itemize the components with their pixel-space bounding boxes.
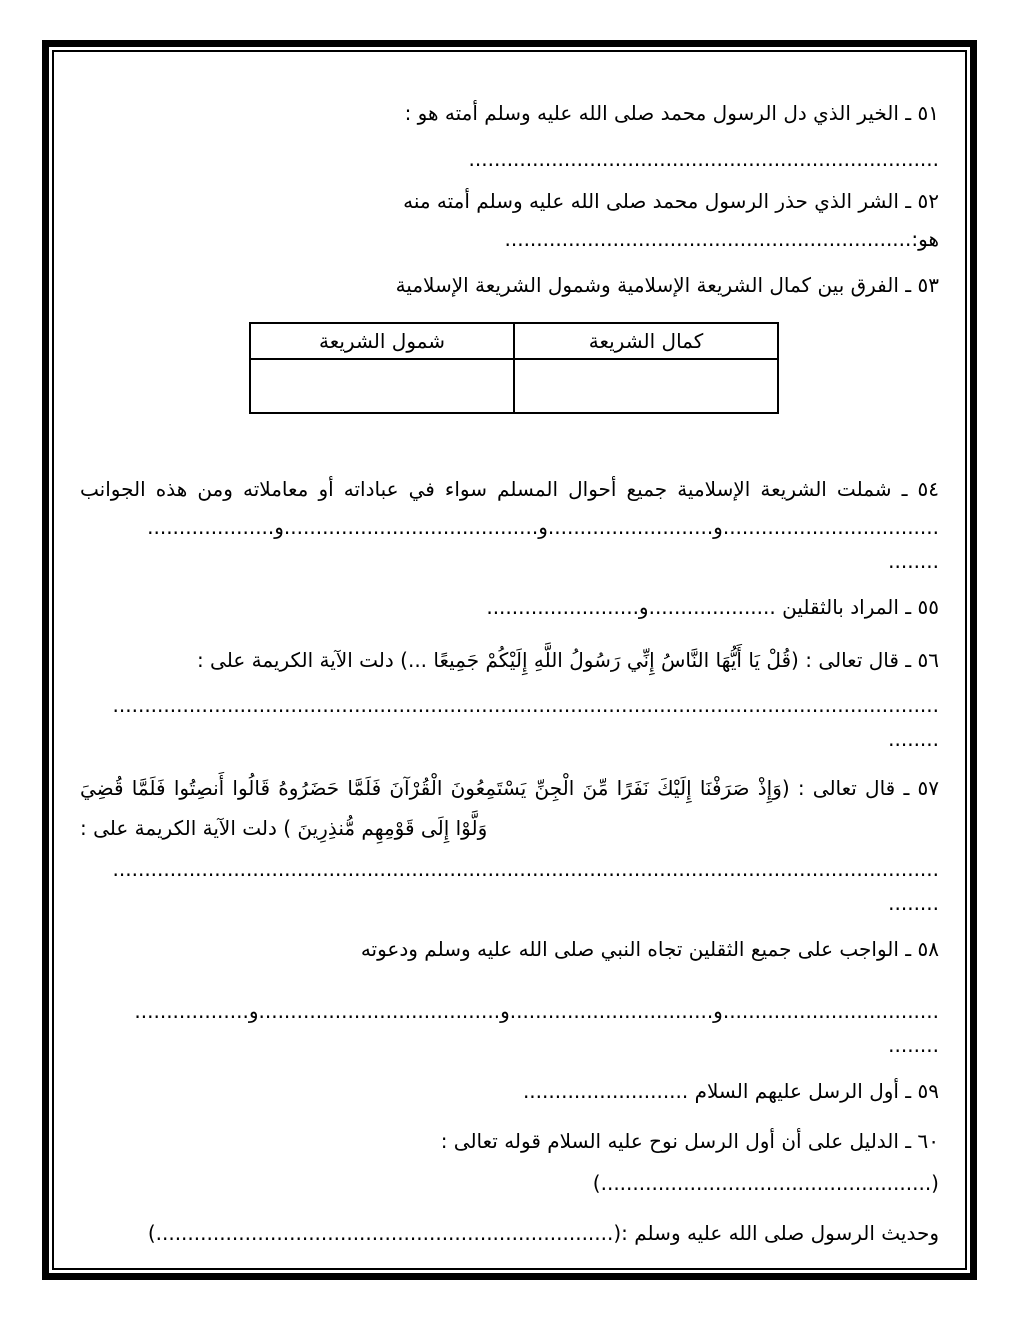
question-54-answer-blank-2: ........ [888,549,939,573]
question-56-answer-blank: .................................................................................................................................. [112,693,939,717]
question-58-text: ٥٨ ـ الواجب على جميع الثقلين تجاه النبي صلى الله عليه وسلم ودعوته [360,937,939,961]
table-empty-cell-shumul [250,359,514,413]
question-56-text: ٥٦ ـ قال تعالى : (قُلْ يَا أَيُّهَا النَّاسُ إِنِّي رَسُولُ اللَّهِ إِلَيْكُمْ جَمِيعًا ...) دلت الآية الكريمة على : [196,648,939,672]
question-60-answer-blank: (....................................................) [592,1171,939,1195]
question-57-answer-blank: .................................................................................................................................. [112,857,939,881]
question-60-text: ٦٠ ـ الدليل على أن أول الرسل نوح عليه السلام قوله تعالى : [440,1129,939,1153]
question-51-answer-blank: .......................................................................... [468,147,939,171]
question-53-text: ٥٣ ـ الفرق بين كمال الشريعة الإسلامية وشمول الشريعة الإسلامية [395,273,939,297]
page-border-frame [42,40,977,1280]
question-54-answer-blank: ..................................و..........................و........................................و.................... [147,515,939,539]
table-header-row [250,323,778,359]
question-58-answer-blank: ..................................و................................و......................................و.................. [134,999,939,1023]
table-header-shumul-sharia: شمول الشريعة [250,323,514,359]
question-52-text: ٥٢ ـ الشر الذي حذر الرسول محمد صلى الله عليه وسلم أمته منه [403,189,939,213]
question-56-answer-blank-2: ........ [888,727,939,751]
question-60-hadith-line: وحديث الرسول صلى الله عليه وسلم :(........................................................................) [147,1221,939,1245]
question-55-text: ٥٥ ـ المراد بالثقلين ....................و........................ [486,595,939,619]
question-59-text: ٥٩ ـ أول الرسل عليهم السلام .......................... [522,1079,939,1103]
table-answer-row [250,359,778,413]
document-page [52,50,967,1270]
sharia-comparison-table [249,322,779,414]
table-header-kamal-sharia: كمال الشريعة [514,323,778,359]
question-52-answer-blank: هو:................................................................ [504,227,939,251]
question-54-text: ٥٤ ـ شملت الشريعة الإسلامية جميع أحوال المسلم سواء في عباداته أو معاملاته ومن هذه الجوانب [80,477,939,501]
question-57-text: ٥٧ ـ قال تعالى : (وَإِذْ صَرَفْنَا إِلَيْكَ نَفَرًا مِّنَ الْجِنِّ يَسْتَمِعُونَ الْقُرْآنَ فَلَمَّا حَضَرُوهُ قَالُوا أَنصِتُوا فَلَمَّا قُضِيَ وَلَّوْا إِلَى قَوْمِهِم مُّنذِرِينَ ) دلت الآية الكريمة على : [80,776,939,840]
question-57-answer-blank-2: ........ [888,891,939,915]
question-58-answer-blank-2: ........ [888,1033,939,1057]
table-empty-cell-kamal [514,359,778,413]
question-51-text: ٥١ ـ الخير الذي دل الرسول محمد صلى الله عليه وسلم أمته هو : [404,101,939,125]
